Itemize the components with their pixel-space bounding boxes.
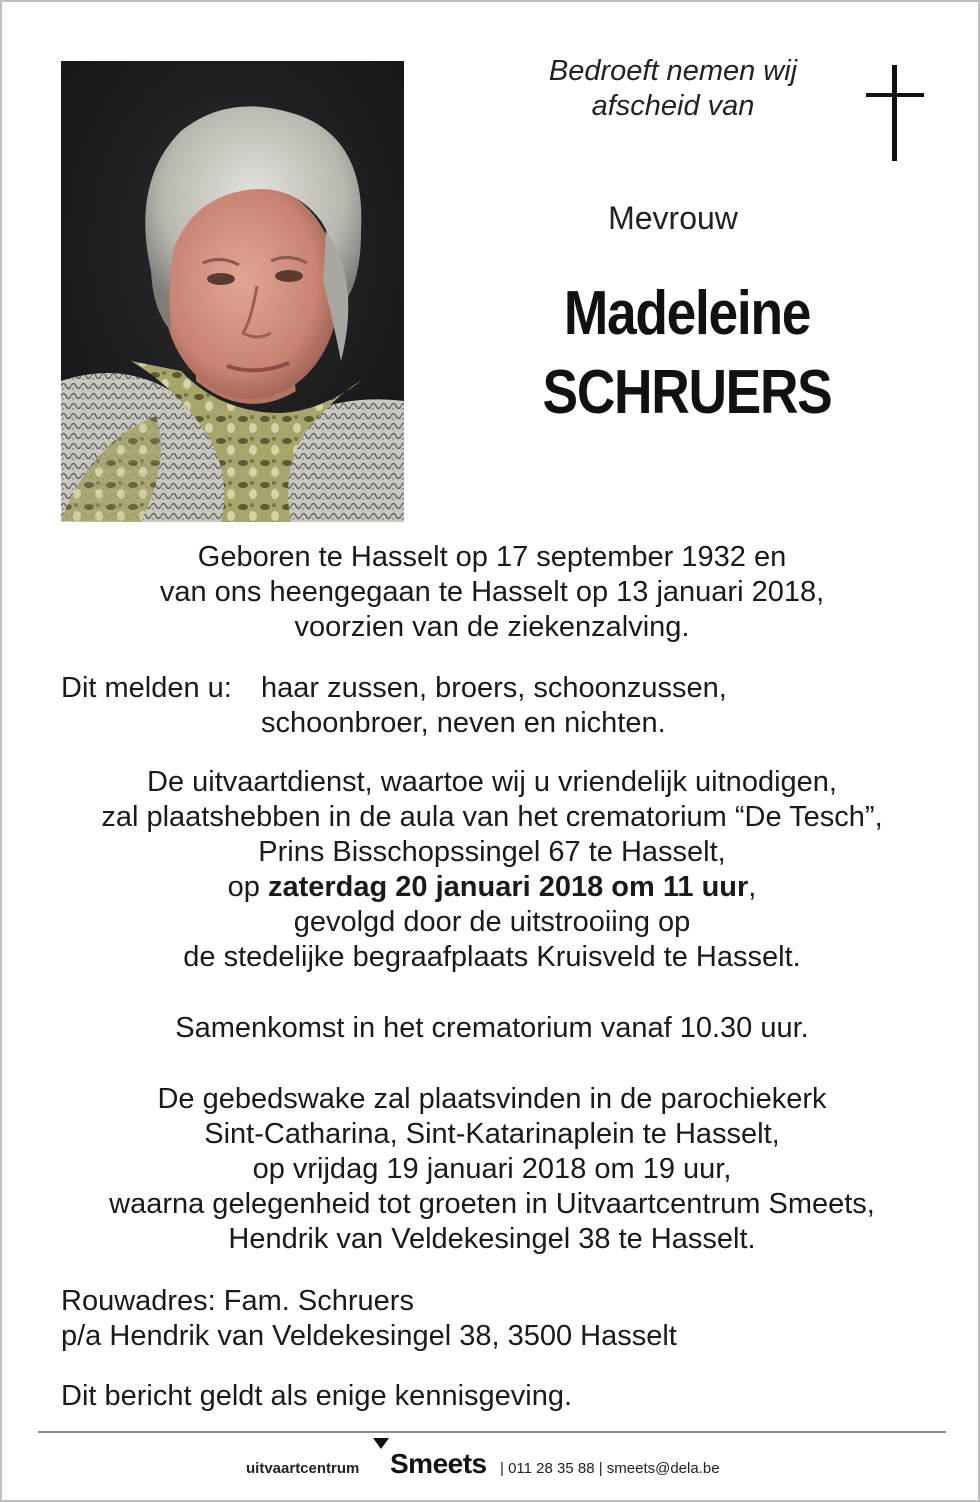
portrait-photo [61, 61, 404, 522]
gathering-section [42, 1011, 942, 1046]
notice-text: Dit bericht geldt als enige kennisgeving. [61, 1380, 573, 1412]
prayer-wake-section [42, 1082, 942, 1257]
footer-prefix: uitvaartcentrum [246, 1460, 360, 1477]
portrait-illustration [61, 61, 404, 522]
text-line: op vrijdag 19 januari 2018 om 19 uur, [252, 1153, 732, 1185]
cross-icon [866, 65, 924, 161]
birth-death-section [42, 540, 942, 645]
text-line: p/a Hendrik van Veldekesingel 38, 3500 Hasselt [61, 1320, 677, 1352]
text-line: voorzien van de ziekenzalving. [294, 611, 690, 643]
mourning-address [61, 1284, 921, 1354]
text-line: haar zussen, broers, schoonzussen, [261, 672, 727, 704]
text-fragment: op [227, 871, 268, 903]
text-line: zal plaatshebben in de aula van het crematorium “De Tesch”, [101, 801, 883, 833]
divider [38, 1431, 946, 1433]
text-line: Rouwadres: Fam. Schruers [61, 1285, 414, 1317]
service-date-line [42, 870, 942, 905]
last-name: SCHRUERS [542, 358, 832, 427]
funeral-service-section [42, 765, 942, 975]
first-name: Madeleine [563, 279, 811, 348]
intro-line: Bedroeft nemen wij [548, 55, 798, 87]
text-line: Sint-Catharina, Sint-Katarinaplein te Hasselt, [204, 1118, 780, 1150]
text-line: Geboren te Hasselt op 17 september 1932 en [197, 541, 787, 573]
text-line: waarna gelegenheid tot groeten in Uitvaartcentrum Smeets, [109, 1188, 875, 1220]
service-date: zaterdag 20 januari 2018 om 11 uur [267, 871, 749, 903]
text-line: De uitvaartdienst, waartoe wij u vriendelijk uitnodigen, [147, 766, 837, 798]
intro-line: afscheid van [591, 90, 755, 122]
text-line: van ons heengegaan te Hasselt op 13 januari 2018, [159, 576, 825, 608]
text-line: Prins Bisschopssingel 67 te Hasselt, [258, 836, 726, 868]
text-fragment: , [748, 871, 757, 903]
text-line: Hendrik van Veldekesingel 38 te Hasselt. [228, 1223, 756, 1255]
honorific: Mevrouw [608, 200, 738, 236]
text-line: schoonbroer, neven en nichten. [261, 707, 666, 739]
footer-contact: | 011 28 35 88 | smeets@dela.be [500, 1460, 720, 1477]
intro-text [502, 54, 844, 124]
text-line: de stedelijke begraafplaats Kruisveld te Hasselt. [183, 941, 801, 973]
text-line: Samenkomst in het crematorium vanaf 10.30 uur. [175, 1012, 809, 1044]
triangle-down-icon [373, 1438, 389, 1449]
funeral-home-name: Smeets [390, 1448, 487, 1479]
funeral-home-footer [2, 1446, 980, 1486]
text-line: De gebedswake zal plaatsvinden in de parochiekerk [157, 1083, 827, 1115]
family-list [261, 671, 727, 741]
text-line: gevolgd door de uitstrooiing op [293, 906, 691, 938]
notify-label: Dit melden u: [61, 672, 232, 704]
